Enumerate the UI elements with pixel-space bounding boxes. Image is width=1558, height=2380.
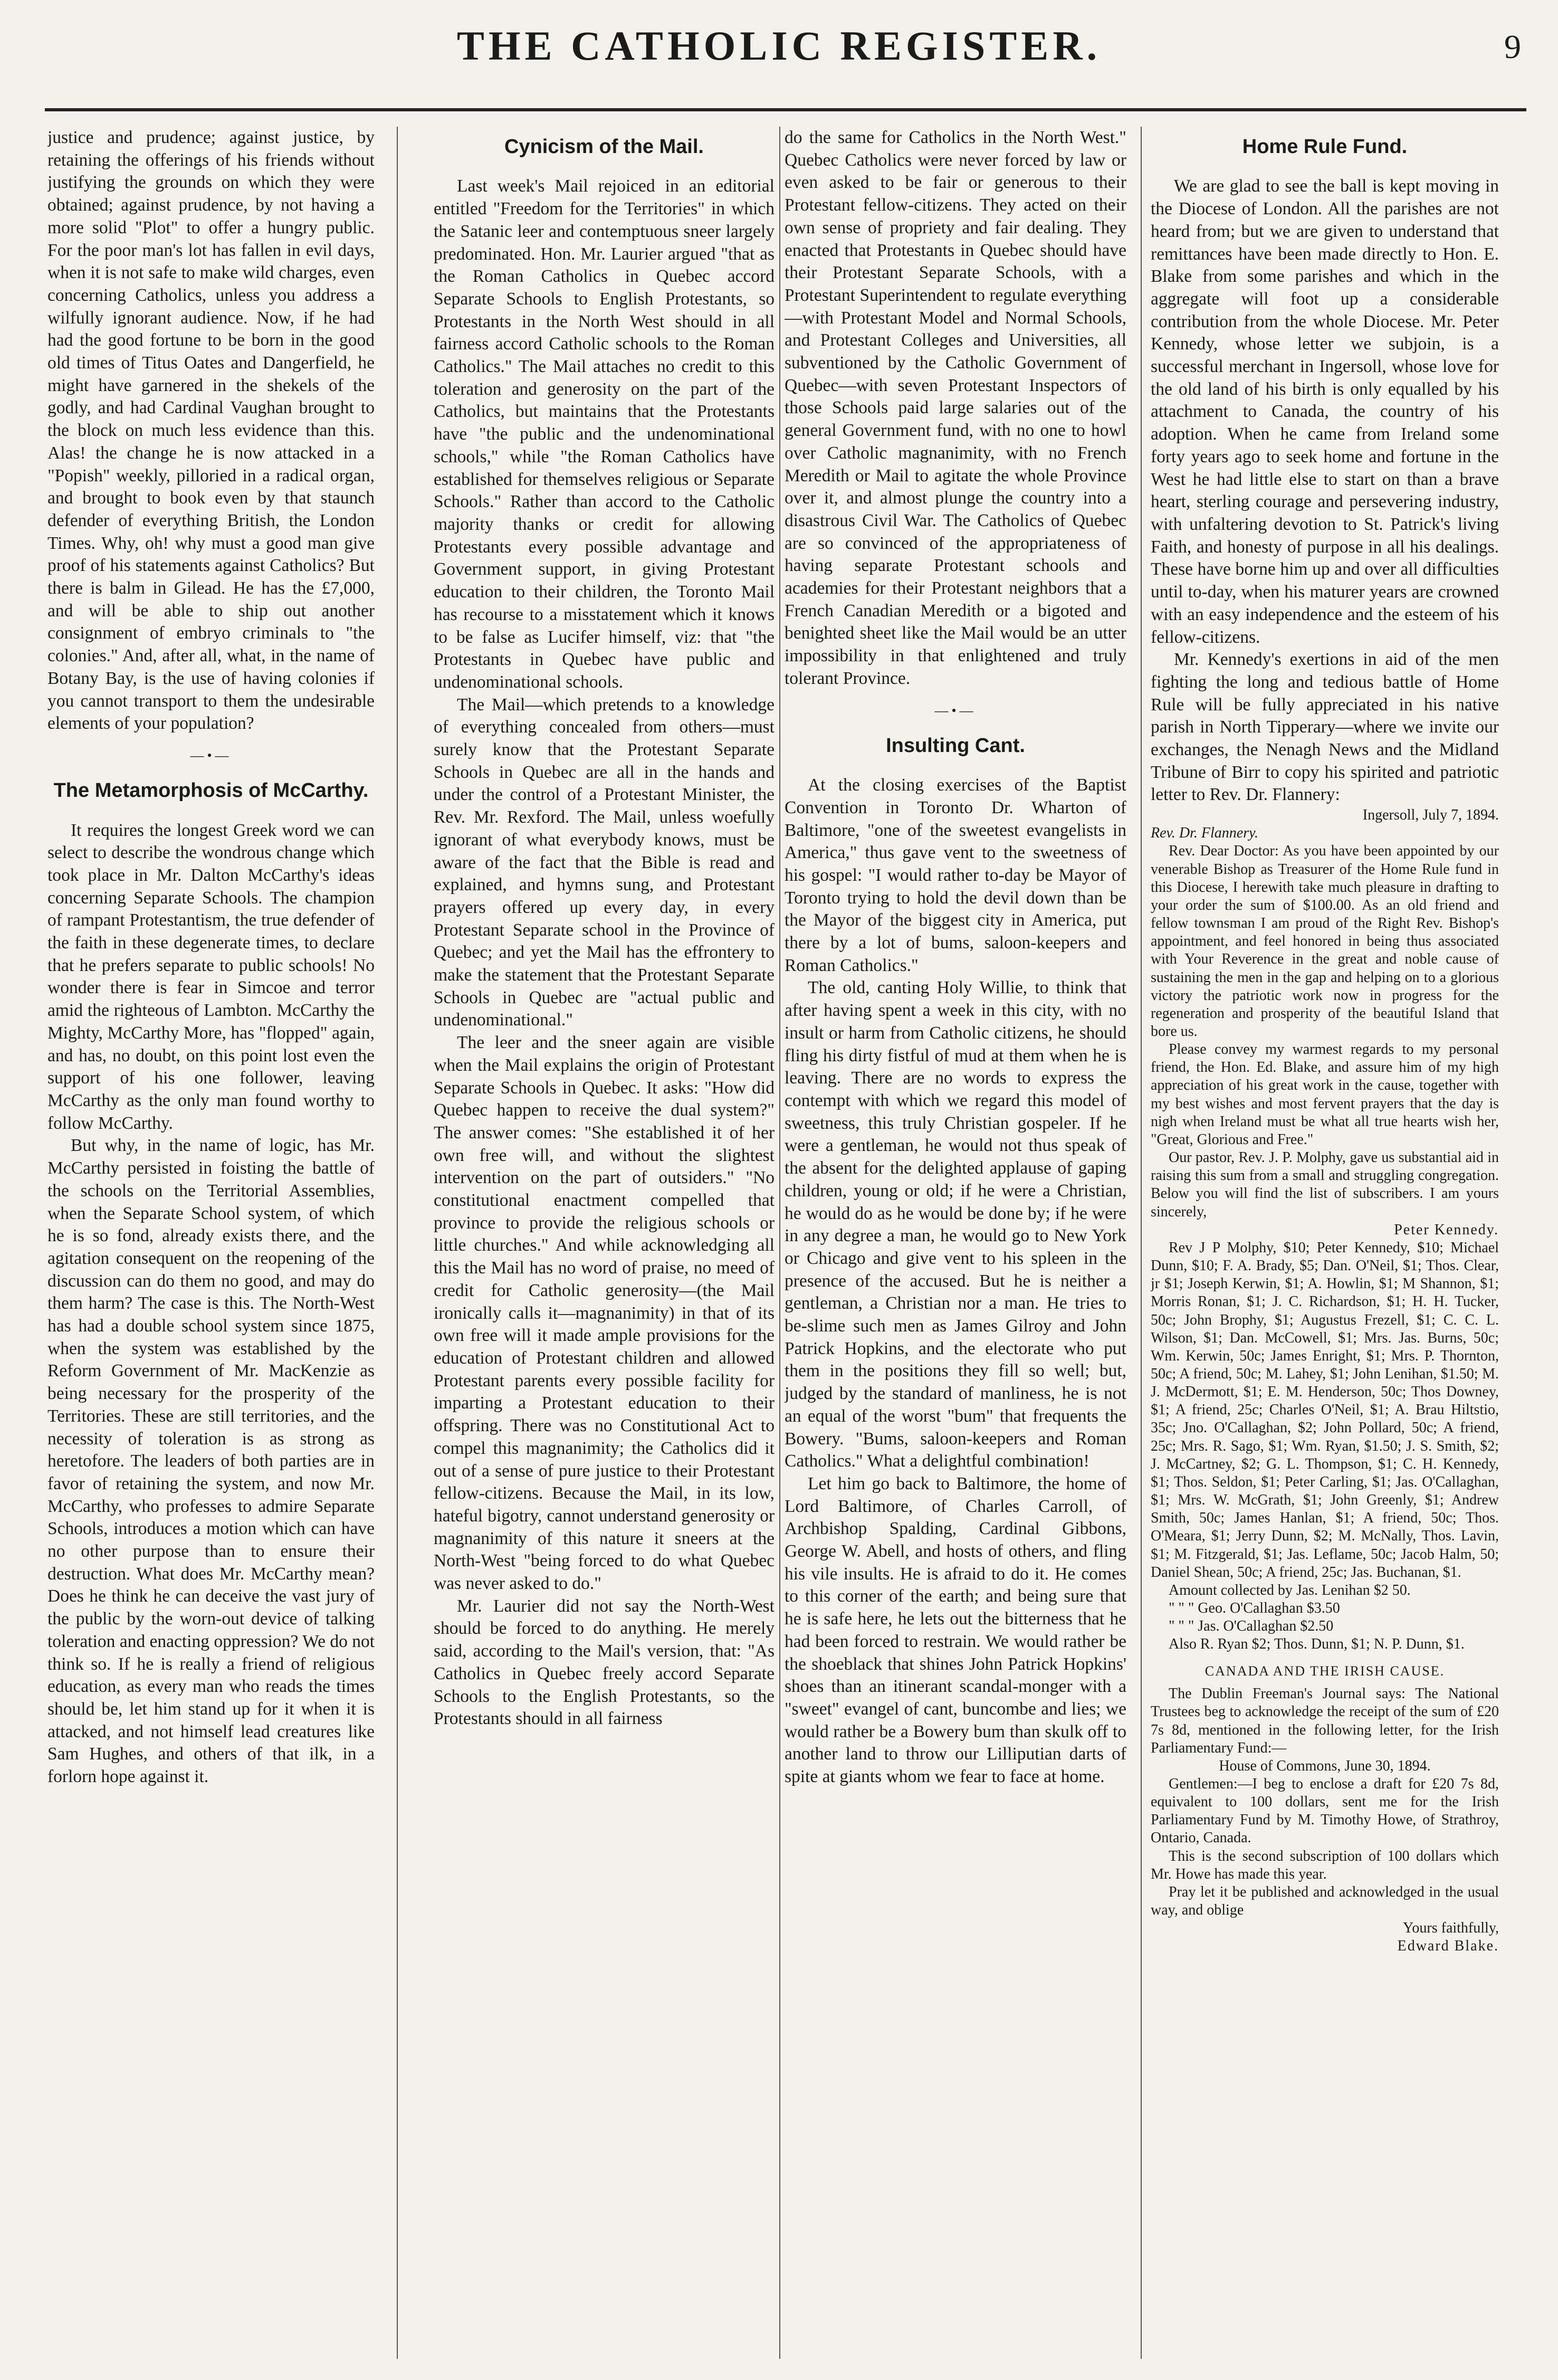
article-headline: Cynicism of the Mail. [504,136,704,158]
collected-line: " " " Jas. O'Callaghan $2.50 [1169,1618,1334,1635]
letter-signature: Peter Kennedy. [1394,1221,1499,1238]
letter-closing: Yours faithfully, [1402,1920,1499,1937]
masthead-rule [45,108,1526,111]
letter-signature: Edward Blake. [1397,1938,1499,1955]
letter-paragraph: This is the second subscription of 100 dollars which Mr. Howe has made this year. [1151,1848,1499,1882]
collected-line: " " " Geo. O'Callaghan $3.50 [1169,1600,1340,1616]
article-paragraph: do the same for Catholics in the North West." Quebec Catholics were never forced by law or even asked to be fair or generous to their Protestant fellow-citizens. They acted on their own sense of propriety and fair dealing. They enacted that Protestants in Quebec should have their Protestant Separate Schools, with a Protestant Superintendent to regulate everything—with Protestant Model and Normal Schools, and Protestant Colleges and Universities, all subventioned by the Catholic Government of Quebec—with seven Protestant Inspectors of those Schools paid large salaries out of the general Government fund, with no one to howl over Catholic magnanimity, with no French Meredith or Mail to agitate the whole Province over it, and almost plunge the country into a disastrous Civil War. The Catholics of Quebec are so convinced of the appropriateness of having separate Protestant schools and academies for their Protestant neighbors that a French Canadian Meredith or a bigoted and benighted sheet like the Mail would be an utter impossibility in that enlightened and truly tolerant Province. [785,128,1126,688]
column-3 [785,127,1126,2359]
article-paragraph: Last week's Mail rejoiced in an editorial entitled "Freedom for the Territories" in which the Satanic leer and contemptuous sneer largely predominated. Hon. Mr. Laurier argued "that as the Roman Catholics in Quebec accord Separate Schools to English Protestants, so Protestants in the North West should in all fairness accord Catholic schools to the Roman Catholics." The Mail attaches no credit to this toleration and generosity on the part of the Catholics, but maintains that the Protestants have "the public and the undenominational schools," while "the Roman Catholics have established for themselves religious or Separate Schools." Rather than accord to the Catholic majority thanks or credit for allowing Protestants every possible advantage and Government support, in giving Protestant education to their children, the Toronto Mail has recourse to a misstatement which it knows to be false as Lucifer himself, viz: that "the Protestants in Quebec have public and undenominational schools. [434,176,775,692]
column-divider [779,127,780,2359]
letter-salutation: Rev. Dr. Flannery. [1151,825,1258,842]
column-4 [1151,127,1499,2359]
column-2 [434,127,775,2359]
letter-paragraph: Rev. Dear Doctor: As you have been appointed by our venerable Bishop as Treasurer of the Home Rule fund in this Diocese, I herewith take much pleasure in drafting to your order the sum of $100.00. As an old friend and fellow townsman I am proud of the Right Rev. Bishop's appointment, and feel honored in being thus associated with Your Reverence in the great and noble cause of sustaining the men in the gap and helping on to a glorious victory the patriotic work now in progress for the regeneration and prosperity of the beautiful Island that bore us. [1151,843,1499,1040]
section-divider: —•— [934,702,977,718]
newspaper-title: THE CATHOLIC REGISTER. [456,23,1102,69]
letter-dateline: House of Commons, June 30, 1894. [1219,1757,1431,1774]
sub-headline: CANADA AND THE IRISH CAUSE. [1205,1663,1445,1679]
article-paragraph: The old, canting Holy Willie, to think that after having spent a week in this city, with no insult or harm from Catholic citizens, he should fling his dirty fistful of mud at them when he is leaving. There are no words to express the contempt with which we regard this model of sweetness, this truly Christian gospeler. If he were a gentleman, he would not thus speak of the absent for the delighted applause of gaping children, young or old; if he were a Christian, he would do as he would be done by; if he were in any degree a man, he would go to New York or Chicago and give vent to his spleen in the presence of the accused. But he is neither a gentleman, a Christian nor a man. He tries to be-slime such men as James Gilroy and John Patrick Hopkins, and the electorate who put them in the positions they fill so well; but, judged by the standard of manliness, he is not an equal of the worst "bum" that frequents the Bowery. "Bums, saloon-keepers and Roman Catholics." What a delightful combination! [785,978,1126,1471]
letter-paragraph: Pray let it be published and acknowledged in the usual way, and oblige [1151,1883,1499,1919]
letter-dateline: Ingersoll, July 7, 1894. [1362,807,1499,824]
column-divider [397,127,398,2359]
article-paragraph: But why, in the name of logic, has Mr. McCarthy persisted in foisting the battle of the schools on the Territorial Assemblies, when the Separate School system, of which he is so fond, already exists there, and the agitation consequent on the reopening of the discussion can do them no good, and may do them harm? The case is this. The North-West has had a double school system since 1875, when the system was established by the Reform Government of Mr. MacKenzie as being necessary for the prosperity of the Territories. These are still territories, and the necessity of toleration is as strong as heretofore. The leaders of both parties are in favor of retaining the system, and now Mr. McCarthy, who professes to admire Separate Schools, introduces a motion which can have no other purpose than to ensure their destruction. What does Mr. McCarthy mean? Does he think he can deceive the vast jury of the public by the worn-out device of talking toleration and enacting oppression? We do not think so. If he is really a friend of religious education, as every man who reads the times should be, let him stand up for it when it is attacked, and not himself lead creatures like Sam Hughes, and others of that ilk, in a forlorn hope against it. [47,1136,375,1787]
article-paragraph: It requires the longest Greek word we can select to describe the wondrous change which took place in Mr. Dalton McCarthy's ideas concerning Separate Schools. The champion of rampant Protestantism, the true defender of the faith in these degenerate times, to declare that he prefers separate to public schools! No wonder there is fear in Simcoe and terror amid the righteous of Lambton. McCarthy the Mighty, McCarthy More, has "flopped" again, and has, no doubt, on this point lost even the support of his one follower, leaving McCarthy as the only man found worthy to follow McCarthy. [47,820,375,1133]
masthead [0,12,1558,91]
article-headline: Home Rule Fund. [1242,136,1408,158]
article-headline: Insulting Cant. [886,734,1025,757]
collected-line: Also R. Ryan $2; Thos. Dunn, $1; N. P. Dunn, $1. [1169,1636,1465,1653]
article-paragraph: Let him go back to Baltimore, the home of Lord Baltimore, of Charles Carroll, of Archbishop Spalding, Cardinal Gibbons, George W. Abell, and hosts of others, and fling his vile insults. He is afraid to do it. He comes to this corner of the earth; and being sure that he is safe here, he lets out the bitterness that he had been forced to restrain. We would rather be the shoeblack that shines John Patrick Hopkins' shoes than an itinerant scandal-monger with a "sweet" evangel of cant, buncombe and lies; we would rather be a Bowery bum than skulk off to another land to throw our Lilliputian darts of spite at giants whom we fear to face at home. [785,1473,1126,1787]
column-1 [47,127,375,2359]
letter-paragraph: Our pastor, Rev. J. P. Molphy, gave us substantial aid in raising this sum from a small and struggling congregation. Below you will find the list of subscribers. I am yours sincerely, [1151,1149,1499,1220]
article-headline: The Metamorphosis of McCarthy. [53,779,369,802]
column-divider [1141,127,1142,2359]
letter-paragraph: The Dublin Freeman's Journal says: The National Trustees beg to acknowledge the receipt of the sum of £20 7s 8d, mentioned in the following letter, for the Irish Parliamentary Fund:— [1151,1686,1499,1756]
subscriber-list: Rev J P Molphy, $10; Peter Kennedy, $10; Michael Dunn, $10; F. A. Brady, $5; Dan. O'Neil, $1; Thos. Clear, jr $1; Joseph Kerwin, $1; A. Howlin, $1; M Shannon, $1; Morris Ronan, $1; J. C. Richardson, $1; H. H. Tucker, 50c; John Brophy, $1; Augustus Frezell, $1; C. C. L. Wilson, $1; Dan. McCowell, $1; Mrs. Jas. Burns, 50c; Wm. Kerwin, 50c; James Enright, $1; Mrs. P. Thornton, 50c; A friend, 50c; M. Lahey, $1; John Lenihan, $1.50; M. J. McDermott, $1; E. M. Henderson, 50c; Thos Downey, $1; A friend, 25c; Charles O'Neil, $1; A. Brau Hiltstio, 35c; Jno. O'Callaghan, $2; John Pollard, 50c; A friend, 25c; Mrs. R. Sago, $1; Wm. Ryan, $1.50; J. S. Smith, $2; J. McCartney, $2; G. L. Thompson, $1; C. H. Kennedy, $1; Thos. Seldon, $1; Peter Carling, $1; Jas. O'Callaghan, $1; Mrs. W. McGrath, $1; John Greenly, $1; Andrew Smith, 50c; James Hanlan, $1; A friend, 50c; Thos. O'Meara, $1; Jerry Dunn, $2; M. McNally, Thos. Lavin, $1; M. Fitzgerald, $1; Jas. Leflame, 50c; Jacob Halm, 50; Daniel Shean, 50c; A friend, 25c; Jas. Buchanan, $1. [1151,1239,1499,1581]
page-number: 9 [1504,28,1521,65]
article-paragraph: At the closing exercises of the Baptist Convention in Toronto Dr. Wharton of Baltimore, "one of the sweetest evangelists in America," thus gave vent to the sweetness of his gospel: "I would rather to-day be Mayor of Toronto trying to hold the devil down than be the Mayor of the biggest city in America, put there by a lot of bums, saloon-keepers and Roman Catholics." [785,775,1126,975]
article-paragraph: justice and prudence; against justice, by retaining the offerings of his friends without justifying the grounds on which they were obtained; against prudence, by not having a more solid "Plot" to offer a hungry public. For the poor man's lot has fallen in evil days, when it is not safe to make wild charges, even concerning Catholics, unless you address a wilfully ignorant audience. Now, if he had had the good fortune to be born in the good old times of Titus Oates and Dangerfield, he might have garnered in the shekels of the godly, and had Cardinal Vaughan brought to the block on much less evidence than this. Alas! the change he is now attacked in a "Popish" weekly, pilloried in a radical organ, and brought to book even by that staunch defender of everything British, the London Times. Why, oh! why must a good man give proof of his statements against Catholics? But there is balm in Gilead. He has the £7,000, and will be able to ship out another consignment of embryo criminals to "the colonies." And, after all, what, in the name of Botany Bay, is the use of having colonies if you cannot transport to them the undesirable elements of your population? [47,128,375,734]
collected-line: Amount collected by Jas. Lenihan $2 50. [1169,1582,1411,1598]
letter-paragraph: Please convey my warmest regards to my personal friend, the Hon. Ed. Blake, and assure him of my high appreciation of his great work in the cause, together with my best wishes and most fervent prayers that the day is nigh when Ireland must be what all true hearts wish her, "Great, Glorious and Free." [1151,1041,1499,1148]
article-paragraph: Mr. Kennedy's exertions in aid of the men fighting the long and tedious battle of Home Rule will be fully appreciated in his native parish in North Tipperary—where we invite our exchanges, the Nenagh News and the Midland Tribune of Birr to copy his spirited and patriotic letter to Rev. Dr. Flannery: [1151,650,1499,805]
article-paragraph: We are glad to see the ball is kept moving in the Diocese of London. All the parishes are not heard from; but we are given to understand that remittances have been made directly to Hon. E. Blake from some parishes and which in the aggregate will foot up a considerable contribution from the whole Diocese. Mr. Peter Kennedy, whose letter we subjoin, is a successful merchant in Ingersoll, whose love for the old land of his birth is only equalled by his attachment to Canada, the country of his adoption. When he came from Ireland some forty years ago to seek home and fortune in the West he had little else to start on than a brave heart, sterling courage and persevering industry, with unfaltering devotion to St. Patrick's living Faith, and honesty of purpose in all his dealings. These have borne him up and over all difficulties until to-day, when his maturer years are crowned with an easy independence and the esteem of his fellow-citizens. [1151,176,1499,647]
article-paragraph: The Mail—which pretends to a knowledge of everything concealed from others—must surely know that the Protestant Separate Schools in Quebec are all in the hands and under the control of a Protestant Minister, the Rev. Mr. Rexford. The Mail, unless woefully ignorant of what everybody knows, must be aware of the fact that the Bible is read and explained, and hymns sung, and Protestant prayers offered up every day, in every Protestant Separate school in the Province of Quebec; and yet the Mail has the effrontery to make the statement that the Protestant Separate Schools in Quebec are "actual public and undenominational." [434,694,775,1030]
letter-paragraph: Gentlemen:—I beg to enclose a draft for £20 7s 8d, equivalent to 100 dollars, sent me for the Irish Parliamentary Fund by M. Timothy Howe, of Strathroy, Ontario, Canada. [1151,1775,1499,1846]
article-paragraph: The leer and the sneer again are visible when the Mail explains the origin of Protestant Separate Schools in Quebec. It asks: "How did Quebec happen to receive the dual system?" The answer comes: "She established it of her own free will, and without the slightest intervention on the part of outsiders." "No constitutional enactment compelled that province to provide the religious schools or little churches." And while acknowledging all this the Mail has no word of praise, no meed of credit for Catholic generosity—(the Mail ironically calls it—magnanimity) in that of its own free will it made ample provisions for the education of Protestant children and allowed Protestant parents every possible facility for imparting a Protestant education to their offspring. There was no Constitutional Act to compel this magnanimity; the Catholics did it out of a sense of pure justice to their Protestant fellow-citizens. Because the Mail, in its low, hateful bigotry, cannot understand generosity or magnanimity of this nature it sneers at the North-West "being forced to do what Quebec was never asked to do." [434,1033,775,1594]
section-divider: —•— [190,747,232,763]
letter-block [1151,806,1499,1955]
article-paragraph: Mr. Laurier did not say the North-West should be forced to do anything. He merely said, according to the Mail's version, that: "As Catholics in Quebec freely accord Separate Schools to the English Protestants, so the Protestants should in all fairness [434,1596,775,1729]
